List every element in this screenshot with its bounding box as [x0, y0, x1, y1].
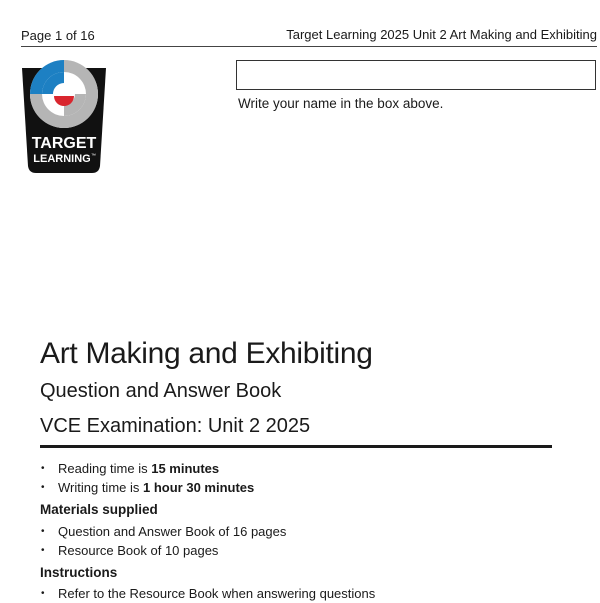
document-title: Target Learning 2025 Unit 2 Art Making and Exhibiting	[286, 27, 597, 42]
list-item: • Resource Book of 10 pages	[40, 541, 286, 560]
list-item-writing-time: • Writing time is 1 hour 30 minutes	[40, 478, 254, 497]
cover-subtitle: Question and Answer Book	[40, 380, 282, 402]
timing-list	[40, 459, 254, 497]
list-item: • Question and Answer Book of 16 pages	[40, 522, 286, 541]
materials-heading: Materials supplied	[40, 502, 158, 517]
student-name-input[interactable]	[236, 60, 596, 90]
name-box-instruction: Write your name in the box above.	[238, 96, 444, 111]
exam-label: VCE Examination: Unit 2 2025	[40, 415, 311, 437]
list-item-reading-time: • Reading time is 15 minutes	[40, 459, 254, 478]
reading-time-value: 15 minutes	[151, 461, 220, 476]
target-learning-logo	[20, 56, 108, 176]
page-header	[21, 28, 597, 47]
list-item: • Refer to the Resource Book when answering questions	[40, 584, 375, 603]
writing-time-value: 1 hour 30 minutes	[143, 480, 255, 495]
logo-text-learning: LEARNING	[33, 153, 91, 165]
logo-trademark: ™	[91, 153, 96, 159]
page-indicator: Page 1 of 16	[21, 28, 95, 43]
materials-list	[40, 522, 286, 560]
instructions-list	[40, 584, 375, 603]
cover-title: Art Making and Exhibiting	[40, 337, 373, 370]
instructions-heading: Instructions	[40, 565, 118, 580]
logo-text-target: TARGET	[31, 135, 97, 152]
title-divider	[40, 445, 552, 448]
